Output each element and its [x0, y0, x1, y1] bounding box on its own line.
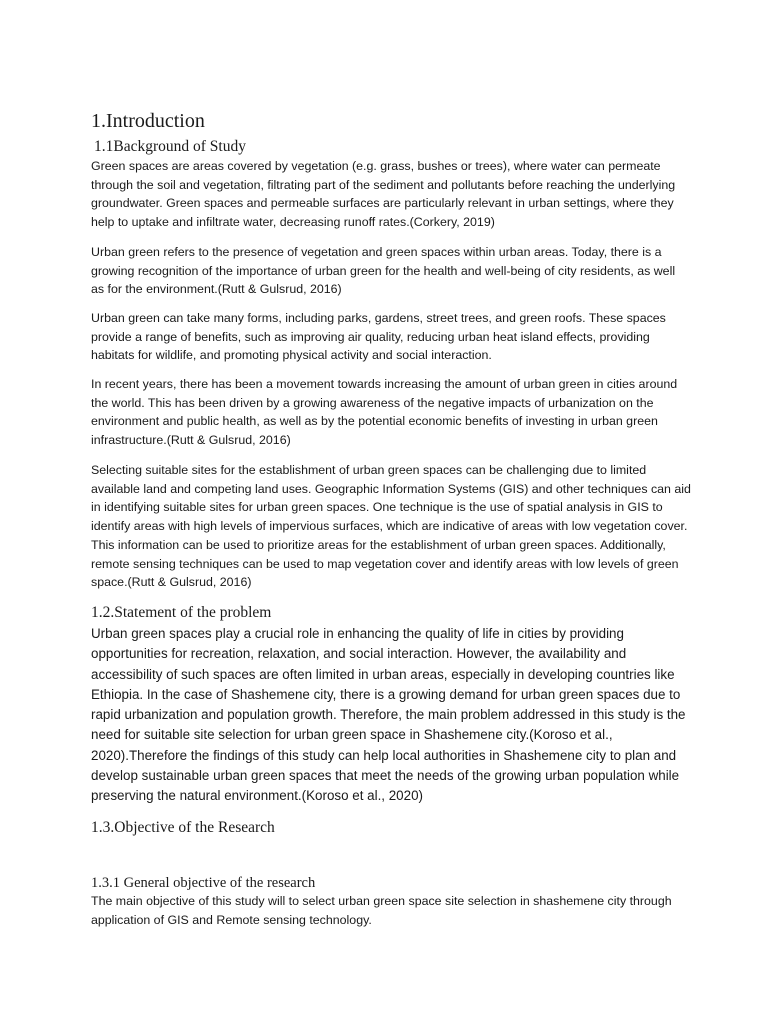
- heading-background-of-study: 1.1Background of Study: [94, 138, 246, 155]
- paragraph-statement-of-problem: Urban green spaces play a crucial role in enhancing the quality of life in cities by providing opportunities for recreation, relaxation, and social interaction. However, the availability and accessibility of such spaces are often limited in urban areas, especially in developing countries like Ethiopia. In the case of Shashemene city, there is a growing demand for urban green spaces due to rapid urbanization and population growth. Therefore, the main problem addressed in this study is the need for suitable site selection for urban green space in Shashemene city.(Koroso et al., 2020).Therefore the findings of this study can help local authorities in Shashemene city to plan and develop sustainable urban green spaces that meet the needs of the growing urban population while preserving the natural environment.(Koroso et al., 2020): [91, 626, 686, 804]
- paragraph-background-3: Urban green can take many forms, including parks, gardens, street trees, and green roofs. These spaces provide a range of benefits, such as improving air quality, reducing urban heat island effects, providing habitats for wildlife, and promoting physical activity and social interaction.: [91, 311, 666, 363]
- paragraph-general-objective: The main objective of this study will to select urban green space site selection in shashemene city through application of GIS and Remote sensing technology.: [91, 894, 672, 927]
- heading-introduction: 1.Introduction: [91, 110, 205, 132]
- heading-statement-of-problem: 1.2.Statement of the problem: [91, 604, 272, 621]
- paragraph-background-1: Green spaces are areas covered by vegetation (e.g. grass, bushes or trees), where water can permeate through the soil and vegetation, filtrating part of the sediment and pollutants before reaching the underlying groundwater. Green spaces and permeable surfaces are particularly relevant in urban settings, where they help to uptake and infiltrate water, decreasing runoff rates.(Corkery, 2019): [91, 159, 676, 230]
- heading-general-objective: 1.3.1 General objective of the research: [91, 875, 316, 891]
- paragraph-background-5: Selecting suitable sites for the establishment of urban green spaces can be challenging due to limited available land and competing land uses. Geographic Information Systems (GIS) and other techniques can aid in identifying suitable sites for urban green spaces. One technique is the use of spatial analysis in GIS to identify areas with high levels of impervious surfaces, which are indicative of areas with low vegetation cover. This information can be used to prioritize areas for the establishment of urban green spaces. Additionally, remote sensing techniques can be used to map vegetation cover and identify areas with low levels of green space.(Rutt & Gulsrud, 2016): [91, 463, 691, 590]
- paragraph-background-2: Urban green refers to the presence of vegetation and green spaces within urban areas. Today, there is a growing recognition of the importance of urban green for the health and well-being of city residents, as well as for the environment.(Rutt & Gulsrud, 2016): [91, 245, 676, 297]
- heading-objective-of-research: 1.3.Objective of the Research: [91, 819, 275, 836]
- paragraph-background-4: In recent years, there has been a movement towards increasing the amount of urban green in cities around the world. This has been driven by a growing awareness of the negative impacts of urbanization on the environment and public health, as well as by the potential economic benefits of investing in urban green infrastructure.(Rutt & Gulsrud, 2016): [91, 377, 678, 448]
